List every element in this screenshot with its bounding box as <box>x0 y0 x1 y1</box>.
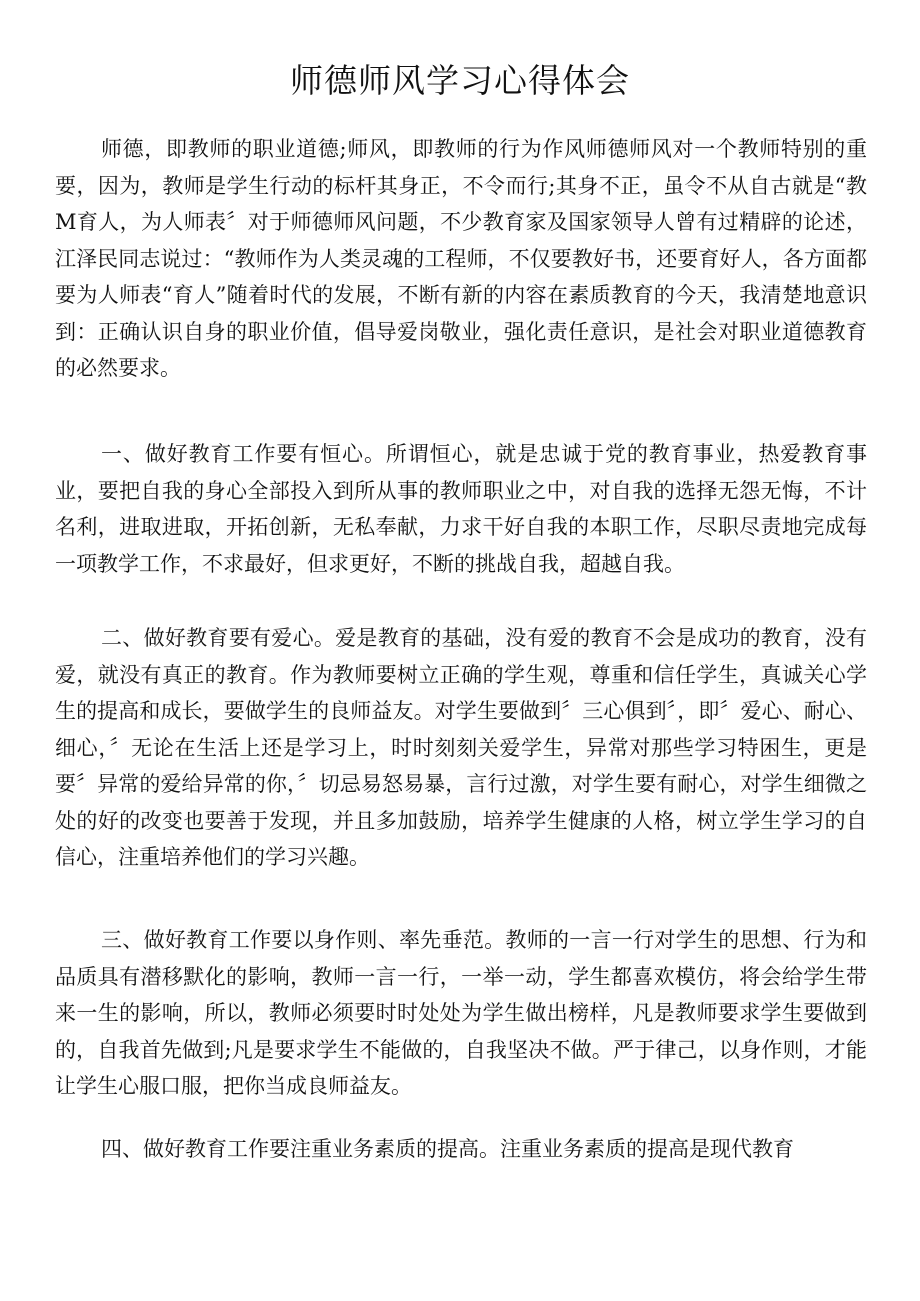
document-title: 师德师风学习心得体会 <box>290 61 630 100</box>
paragraph-intro: 师德，即教师的职业道德;师风，即教师的行为作风师德师风对一个教师特别的重要，因为，教师是学生行动的标杆其身正，不令而行;其身不正，虽令不从自古就是“教M育人，为人师表〞对于师德师风问题，不少教育家及国家领导人曾有过精辟的论述，江泽民同志说过：“教师作为人类灵魂的工程师，不仅要教好书，还要育好人，各方面都要为人师表“育人”随着时代的发展，不断有新的内容在素质教育的今天，我清楚地意识到：正确认识自身的职业价值，倡导爱岗敬业，强化责任意识，是社会对职业道德教育的必然要求。 <box>55 137 867 380</box>
paragraph-section-2: 二、做好教育要有爱心。爱是教育的基础，没有爱的教育不会是成功的教育，没有爱，就没有真正的教育。作为教师要树立正确的学生观，尊重和信任学生，真诚关心学生的提高和成长，要做学生的良师益友。对学生要做到〞三心俱到〞，即〞爱心、耐心、细心，〞无论在生活上还是学习上，时时刻刻关爱学生，异常对那些学习特困生，更是要〞异常的爱给异常的你，〞切忌易怒易暴，言行过激，对学生要有耐心，对学生细微之处的好的改变也要善于发现，并且多加鼓励，培养学生健康的人格，树立学生学习的自信心，注重培养他们的学习兴趣。 <box>55 626 867 869</box>
paragraph-section-1: 一、做好教育工作要有恒心。所谓恒心，就是忠诚于党的教育事业，热爱教育事业，要把自我的身心全部投入到所从事的教师职业之中，对自我的选择无怨无悔，不计名利，进取进取，开拓创新，无私奉献，力求干好自我的本职工作，尽职尽责地完成每一项教学工作，不求最好，但求更好，不断的挑战自我，超越自我。 <box>55 442 867 576</box>
paragraph-section-3: 三、做好教育工作要以身作则、率先垂范。教师的一言一行对学生的思想、行为和品质具有潜移默化的影响，教师一言一行，一举一动，学生都喜欢模仿，将会给学生带来一生的影响，所以，教师必须要时时处处为学生做出榜样，凡是教师要求学生要做到的，自我首先做到;凡是要求学生不能做的，自我坚决不做。严于律己，以身作则，才能让学生心服口服，把你当成良师益友。 <box>55 928 867 1098</box>
paragraph-section-4: 四、做好教育工作要注重业务素质的提高。注重业务素质的提高是现代教育 <box>101 1137 794 1161</box>
